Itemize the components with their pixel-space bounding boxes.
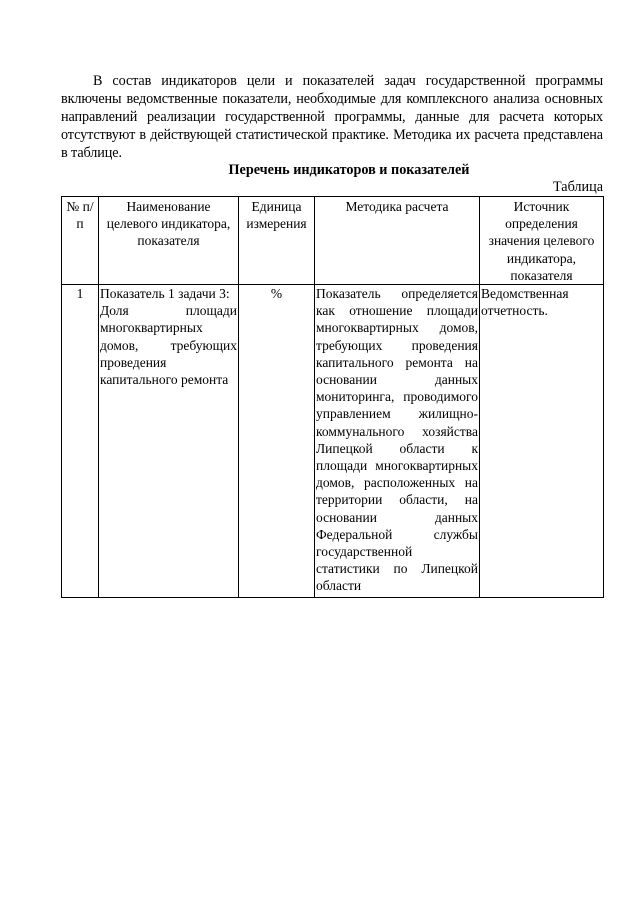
header-method: Методика расчета <box>315 197 480 285</box>
indicators-table <box>61 196 604 598</box>
indicator-title: Показатель 1 задачи 3: <box>100 286 230 302</box>
header-num: № п/п <box>62 197 99 285</box>
table-caption: Таблица <box>552 179 603 195</box>
header-name: Наименование целевого индикатора, показателя <box>99 197 239 285</box>
table-heading: Перечень индикаторов и показателей <box>228 162 470 178</box>
cell-source: Ведомственная отчетность. <box>480 285 604 598</box>
cell-unit: % <box>239 285 315 598</box>
intro-paragraph: В состав индикаторов цели и показателей задач государственной программы включены ведомственные показатели, необходимые для комплексного анализа основных направлений реализации государственной программы, данные для расчета которых отсутствуют в действующей статистической практике. Методика их расчета представлена в таблице. <box>61 73 603 161</box>
header-source: Источник определения значения целевого индикатора, показателя <box>480 197 604 285</box>
cell-num: 1 <box>62 285 99 598</box>
header-unit: Единица измерения <box>239 197 315 285</box>
cell-name <box>99 285 239 598</box>
cell-method: Показатель определяется как отношение площади многоквартирных домов, требующих проведения капитального ремонта на основании данных мониторинга, проводимого управлением жилищно-коммунального хозяйства Липецкой области к площади многоквартирных домов, расположенных на территории области, на основании данных Федеральной службы государственной статистики по Липецкой области <box>315 285 480 598</box>
document-page <box>61 72 603 598</box>
table-header-row <box>62 197 604 285</box>
table-row <box>62 285 604 598</box>
indicator-description: Доля площади многоквартирных домов, требующих проведения капитального ремонта <box>100 303 237 388</box>
